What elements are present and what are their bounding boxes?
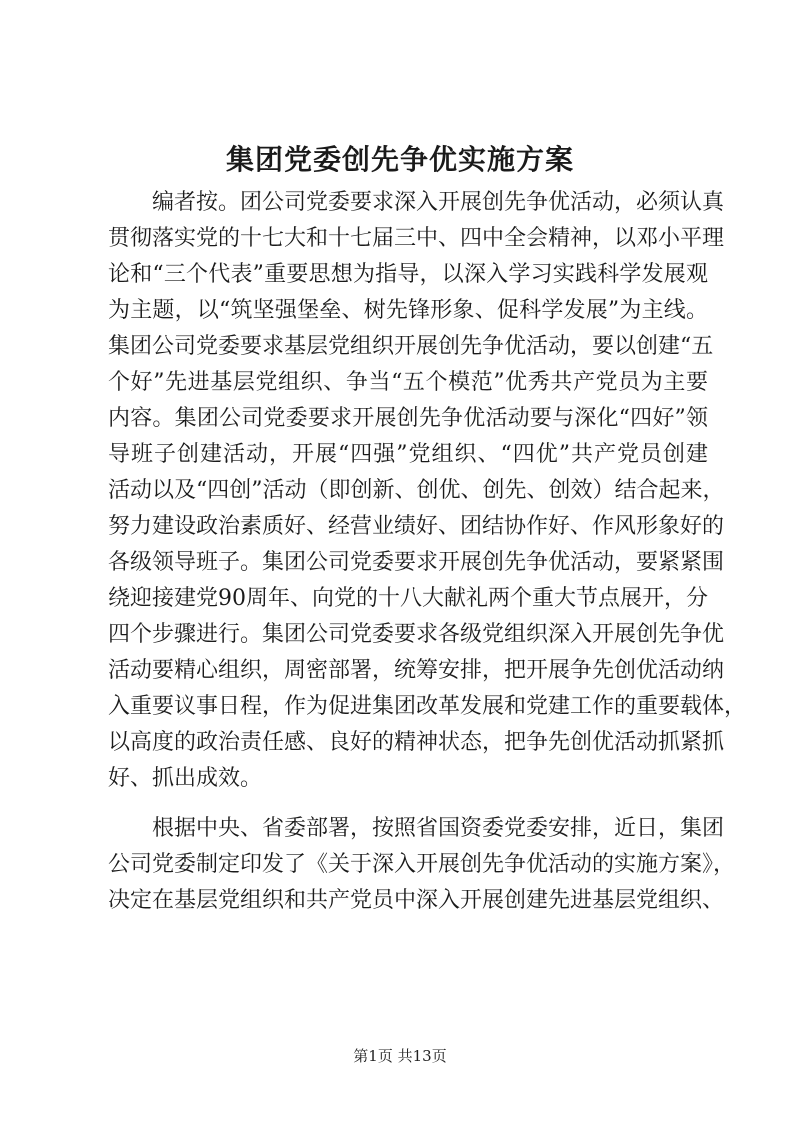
paragraph-line: 个好”先进基层党组织、争当“五个模范”优秀共产党员为主要 [108,370,708,395]
paragraph-line: 为主题，以“筑坚强堡垒、树先锋形象、促科学发展”为主线。 [108,298,708,323]
paragraph-line: 绕迎接建党90周年、向党的十八大献礼两个重大节点展开，分 [108,586,708,611]
paragraph-line: 各级领导班子。集团公司党委要求开展创先争优活动，要紧紧围 [108,550,725,575]
paragraph-line: 编者按。团公司党委要求深入开展创先争优活动，必须认真 [152,190,725,215]
paragraph-line: 决定在基层党组织和共产党员中深入开展创建先进基层党组织、 [108,888,725,913]
paragraph-line: 活动以及“四创”活动（即创新、创优、创先、创效）结合起来， [108,478,725,503]
paragraph-line: 好、抓出成效。 [108,766,263,791]
paragraph-line: 努力建设政治素质好、经营业绩好、团结协作好、作风形象好的 [108,514,725,539]
paragraph-line: 根据中央、省委部署，按照省国资委党委安排，近日，集团 [152,816,725,841]
paragraph-line: 导班子创建活动，开展“四强”党组织、“四优”共产党员创建 [108,442,708,467]
paragraph-line: 贯彻落实党的十七大和十七届三中、四中全会精神，以邓小平理 [108,226,725,251]
paragraph-line: 集团公司党委要求基层党组织开展创先争优活动，要以创建“五 [108,334,714,359]
paragraph-line: 内容。集团公司党委要求开展创先争优活动要与深化“四好”领 [108,406,708,431]
paragraph-line: 四个步骤进行。集团公司党委要求各级党组织深入开展创先争优 [108,622,725,647]
paragraph-line: 活动要精心组织，周密部署，统筹安排，把开展争先创优活动纳 [108,658,725,683]
paragraph-line: 以高度的政治责任感、良好的精神状态，把争先创优活动抓紧抓 [108,730,725,755]
document-title: 集团党委创先争优实施方案 [225,143,574,176]
paragraph-line: 入重要议事日程，作为促进集团改革发展和党建工作的重要载体， [108,694,747,719]
page-footer: 第1页 共13页 [353,1047,447,1065]
paragraph-line: 论和“三个代表”重要思想为指导，以深入学习实践科学发展观 [108,262,708,287]
paragraph-line: 公司党委制定印发了《关于深入开展创先争优活动的实施方案》， [108,852,736,877]
